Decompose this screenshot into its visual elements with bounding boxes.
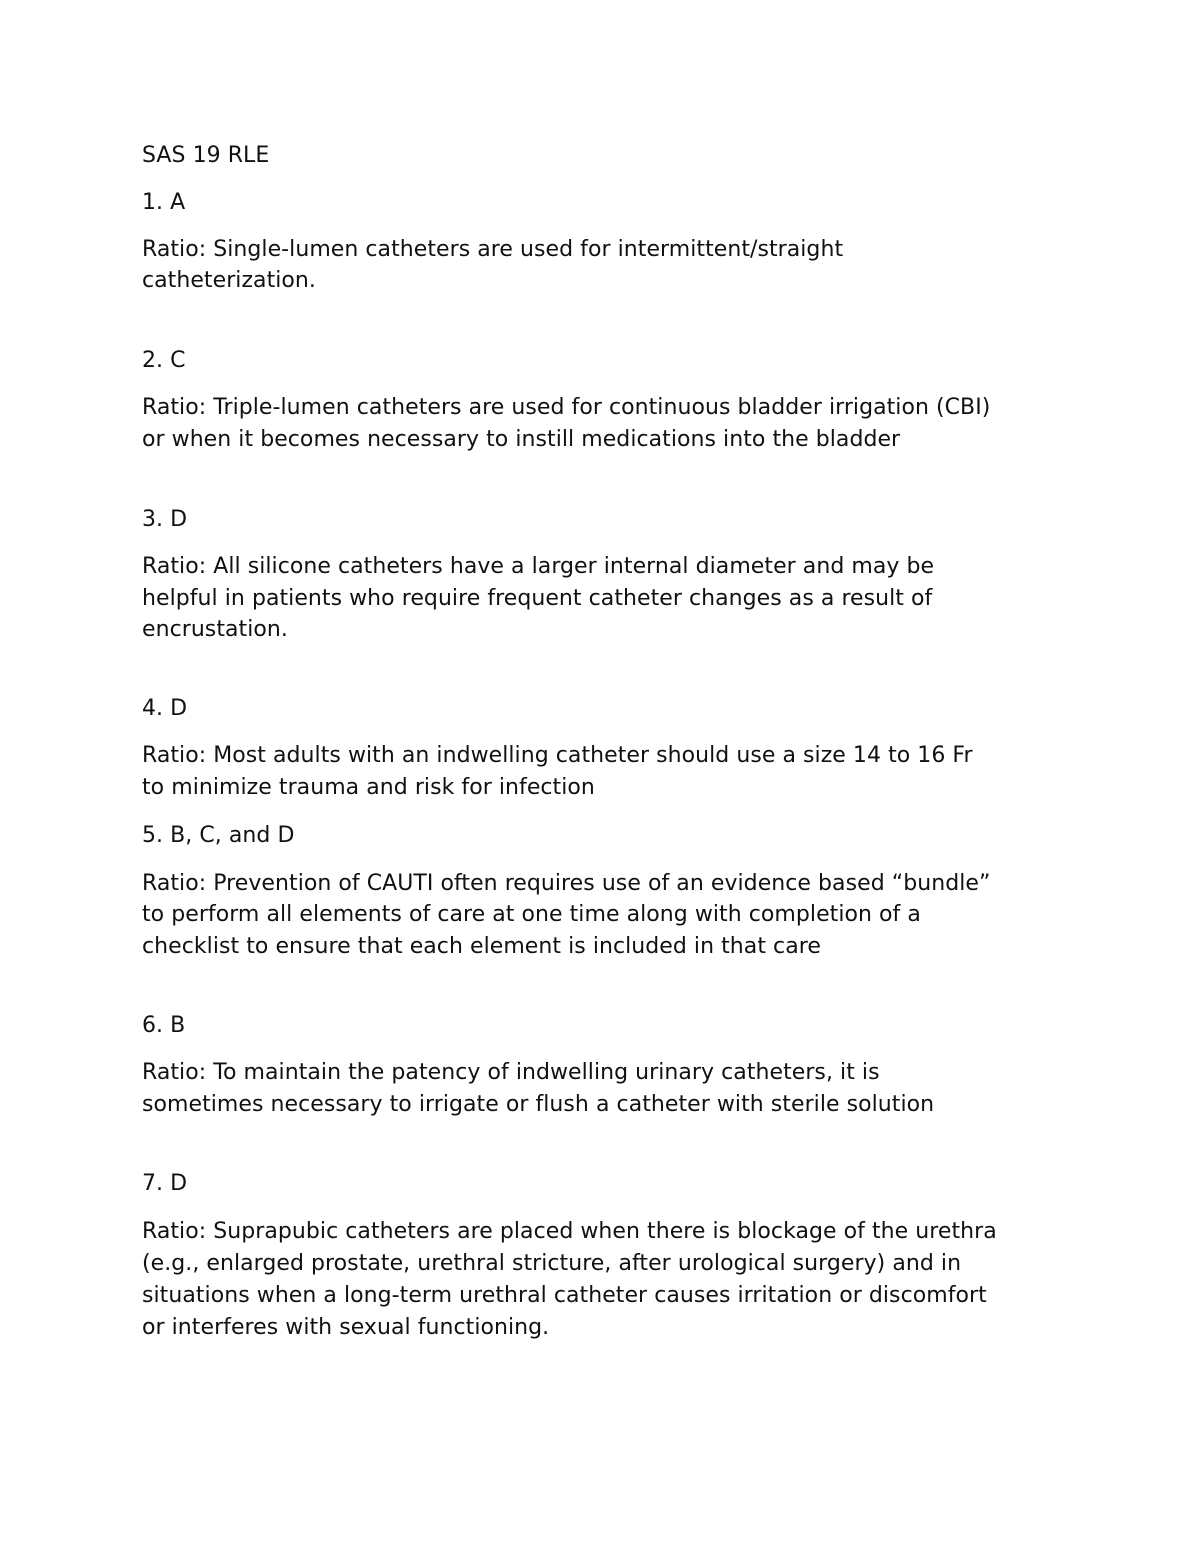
answer-2: 2. C <box>142 348 186 373</box>
answer-7: 7. D <box>142 1171 188 1196</box>
ratio-4-line-2: to minimize trauma and risk for infection <box>142 775 595 800</box>
ratio-7-line-2: (e.g., enlarged prostate, urethral stricture, after urological surgery) and in <box>142 1251 962 1276</box>
ratio-5-line-1: Ratio: Prevention of CAUTI often requires use of an evidence based “bundle” <box>142 871 991 896</box>
ratio-7-line-4: or interferes with sexual functioning. <box>142 1315 550 1340</box>
ratio-6-line-1: Ratio: To maintain the patency of indwelling urinary catheters, it is <box>142 1060 880 1085</box>
ratio-7-line-1: Ratio: Suprapubic catheters are placed when there is blockage of the urethra <box>142 1219 997 1244</box>
answer-5: 5. B, C, and D <box>142 823 295 848</box>
ratio-1-line-1: Ratio: Single-lumen catheters are used for intermittent/straight <box>142 237 844 262</box>
ratio-1-line-2: catheterization. <box>142 268 316 293</box>
answer-4: 4. D <box>142 696 188 721</box>
ratio-2-line-2: or when it becomes necessary to instill medications into the bladder <box>142 427 901 452</box>
ratio-5-line-3: checklist to ensure that each element is included in that care <box>142 934 821 959</box>
ratio-3-line-2: helpful in patients who require frequent catheter changes as a result of <box>142 586 933 611</box>
ratio-2-line-1: Ratio: Triple-lumen catheters are used for continuous bladder irrigation (CBI) <box>142 395 991 420</box>
answer-6: 6. B <box>142 1013 186 1038</box>
document-title: SAS 19 RLE <box>142 143 270 168</box>
ratio-3-line-1: Ratio: All silicone catheters have a larger internal diameter and may be <box>142 554 935 579</box>
ratio-5-line-2: to perform all elements of care at one time along with completion of a <box>142 902 921 927</box>
answer-3: 3. D <box>142 507 188 532</box>
ratio-4-line-1: Ratio: Most adults with an indwelling catheter should use a size 14 to 16 Fr <box>142 743 973 768</box>
ratio-6-line-2: sometimes necessary to irrigate or flush a catheter with sterile solution <box>142 1092 935 1117</box>
answer-1: 1. A <box>142 190 186 215</box>
ratio-7-line-3: situations when a long-term urethral catheter causes irritation or discomfort <box>142 1283 987 1308</box>
ratio-3-line-3: encrustation. <box>142 617 288 642</box>
